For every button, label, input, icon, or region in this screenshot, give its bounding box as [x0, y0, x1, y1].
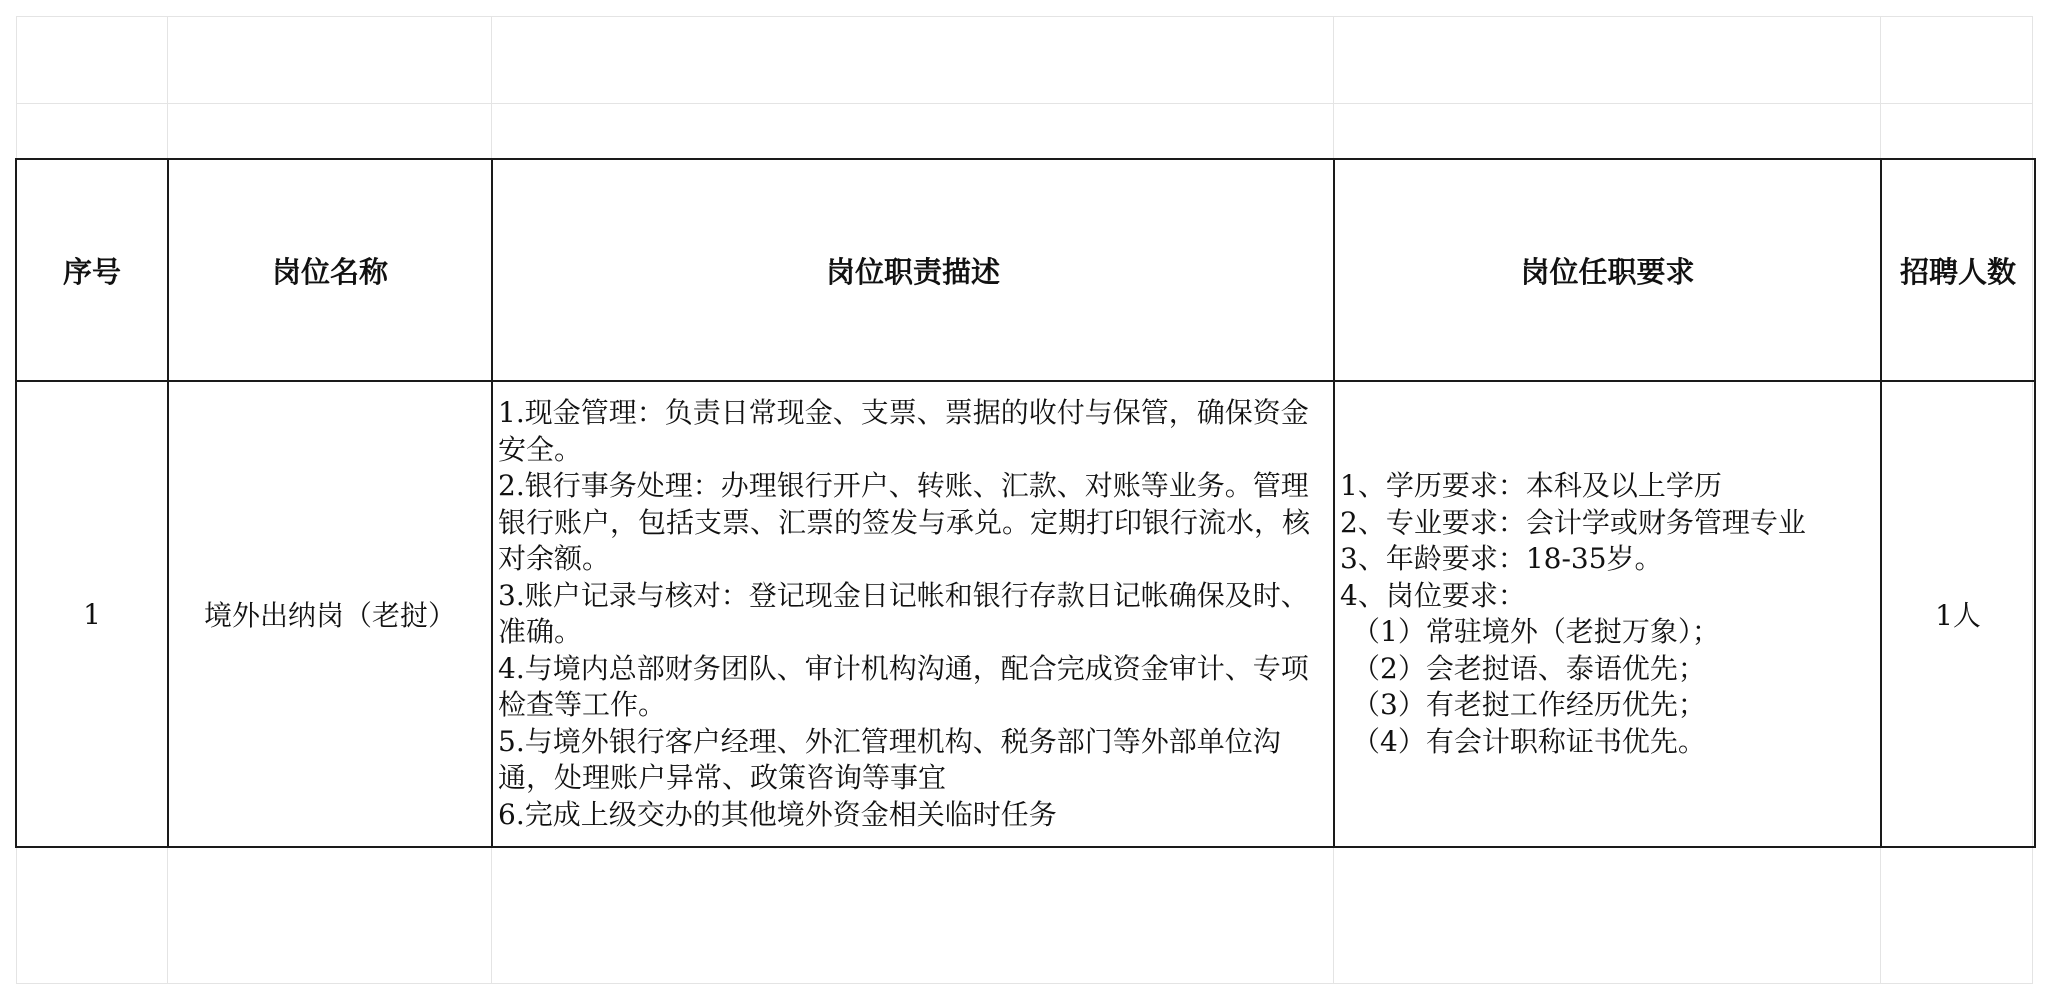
requirement-subitem: （1）常驻境外（老挝万象）； — [1352, 615, 1720, 648]
cell-requirements — [1334, 381, 1881, 847]
header-index: 序号 — [16, 159, 168, 381]
header-duties: 岗位职责描述 — [492, 159, 1334, 381]
duty-item: 1.现金管理：负责日常现金、支票、票据的收付与保管，确保资金安全。 — [498, 396, 1309, 466]
cell-headcount: 1人 — [1881, 381, 2035, 847]
grid-line — [16, 983, 2032, 984]
grid-line — [16, 103, 2032, 104]
duty-item: 5.与境外银行客户经理、外汇管理机构、税务部门等外部单位沟通，处理账户异常、政策咨询等事宜 — [498, 724, 1281, 794]
cell-index: 1 — [16, 381, 168, 847]
requirement-item: 4、岗位要求： — [1340, 578, 1526, 612]
requirement-item: 1、学历要求：本科及以上学历 — [1340, 469, 1722, 502]
grid-line — [16, 16, 2032, 17]
table-row — [16, 381, 2035, 847]
requirement-subitem: （3）有老挝工作经历优先； — [1352, 688, 1706, 721]
duty-item: 3.账户记录与核对：登记现金日记帐和银行存款日记帐确保及时、准确。 — [498, 578, 1309, 648]
header-row — [16, 159, 2035, 381]
header-headcount: 招聘人数 — [1881, 159, 2035, 381]
requirement-item: 3、年龄要求：18-35岁。 — [1340, 542, 1663, 575]
requirement-subitem: （4）有会计职称证书优先。 — [1352, 724, 1706, 758]
job-table — [15, 158, 2036, 848]
header-requirements: 岗位任职要求 — [1334, 159, 1881, 381]
duty-item: 4.与境内总部财务团队、审计机构沟通，配合完成资金审计、专项检查等工作。 — [498, 651, 1309, 721]
requirement-item: 2、专业要求：会计学或财务管理专业 — [1340, 505, 1806, 539]
requirement-subitem: （2）会老挝语、泰语优先； — [1352, 651, 1706, 685]
duty-item: 6.完成上级交办的其他境外资金相关临时任务 — [498, 797, 1057, 831]
duty-item: 2.银行事务处理：办理银行开户、转账、汇款、对账等业务。管理银行账户，包括支票、汇票的签发与承兑。定期打印银行流水，核对余额。 — [498, 469, 1311, 575]
cell-duties — [492, 381, 1334, 847]
header-position-name: 岗位名称 — [168, 159, 492, 381]
cell-position-name: 境外出纳岗（老挝） — [168, 381, 492, 847]
